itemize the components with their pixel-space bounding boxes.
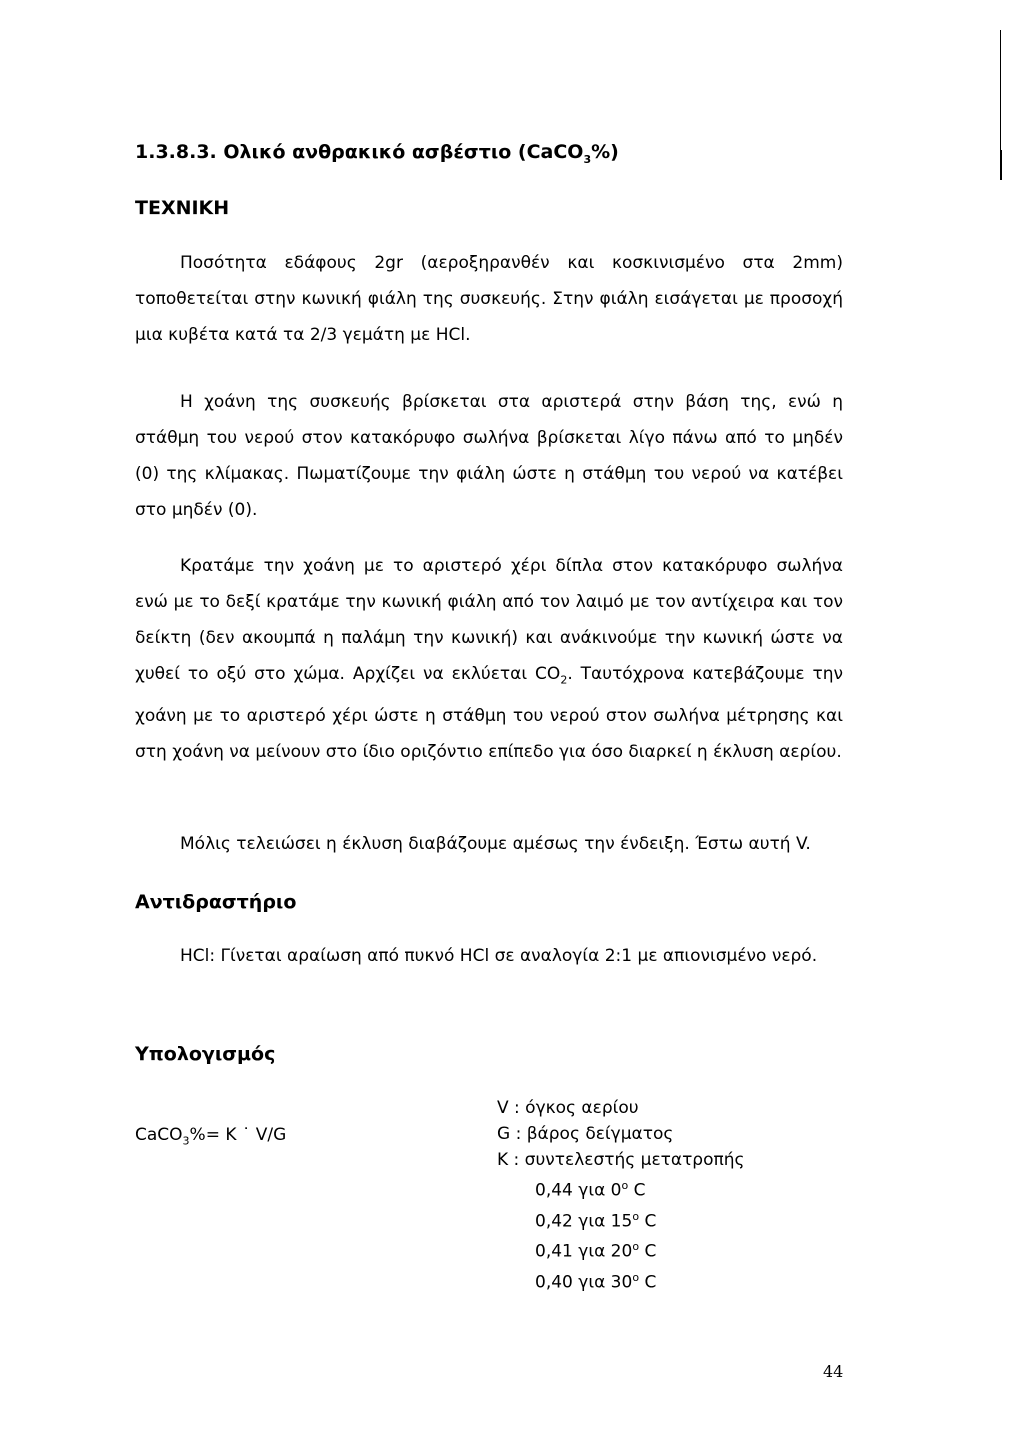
- legend-value-row: 0,42 για 15$^o$ C: [535, 1209, 657, 1232]
- legend-value-row: 0,41 για 20$^o$ C: [535, 1240, 657, 1262]
- reagent-heading: Αντιδραστήριο: [135, 891, 297, 913]
- legend-k: K : συντελεστής μετατροπής: [497, 1150, 745, 1170]
- paragraph-3: Κρατάμε την χοάνη με το αριστερό χέρι δίπλα στον κατακόρυφο σωλήνα ενώ με το δεξί κρατάμε την κωνική φιάλη από τον λαιμό με τον αντίχειρα και τον δείκτη (δεν ακουμπά η παλάμη την κωνική) και ανάκινούμε την κωνική ώστε να χυθεί το οξύ στο χώμα. Αρχίζει να εκλύεται $CO_2$. Ταυτόχρονα κατεβάζουμε την χοάνη με το αριστερό χέρι ώστε η στάθμη του νερού στον σωλήνα μέτρησης και στη χοάνη να μείνουν στο ίδιο οριζόντιο επίπεδο για όσο διαρκεί η έκλυση αερίου.: [135, 556, 843, 763]
- formula-legend: [497, 1095, 745, 1296]
- legend-g: G : βάρος δείγματος: [497, 1124, 674, 1144]
- page-number: 44: [823, 1362, 844, 1381]
- legend-value-row: 0,40 για 30$^o$ C: [535, 1270, 657, 1293]
- legend-v: V : όγκος αερίου: [497, 1098, 639, 1118]
- legend-value-row: 0,44 για 0$^o$ C: [535, 1179, 646, 1201]
- formula: CaCO$_3$%= K ˙ V/G: [135, 1125, 287, 1148]
- paragraph-2: Η χοάνη της συσκευής βρίσκεται στα αριστερά στην βάση της, ενώ η στάθμη του νερού στον κατακόρυφο σωλήνα βρίσκεται λίγο πάνω από το μηδέν (0) της κλίμακας. Πωματίζουμε την φιάλη ώστε η στάθμη του νερού να κατέβει στο μηδέν (0).: [135, 392, 843, 520]
- reagent-text: HCl: Γίνεται αραίωση από πυκνό HCl σε αναλογία 2:1 με απιονισμένο νερό.: [180, 946, 818, 966]
- section-title: 1.3.8.3. Ολικό ανθρακικό ασβέστιο (CaCO$_3$%): [135, 141, 619, 166]
- margin-rule-short: [1001, 150, 1002, 180]
- paragraph-1: Ποσότητα εδάφους 2gr (αεροξηρανθέν και κοσκινισμένο στα 2mm) τοποθετείται στην κωνική φιάλη της συσκευής. Στην φιάλη εισάγεται με προσοχή μια κυβέτα κατά τα 2/3 γεμάτη με HCl.: [135, 253, 843, 345]
- paragraph-4: Μόλις τελειώσει η έκλυση διαβάζουμε αμέσως την ένδειξη. Έστω αυτή V.: [180, 834, 811, 854]
- technique-heading: ΤΕΧΝΙΚΗ: [135, 197, 230, 219]
- calculation-heading: Υπολογισμός: [135, 1043, 276, 1065]
